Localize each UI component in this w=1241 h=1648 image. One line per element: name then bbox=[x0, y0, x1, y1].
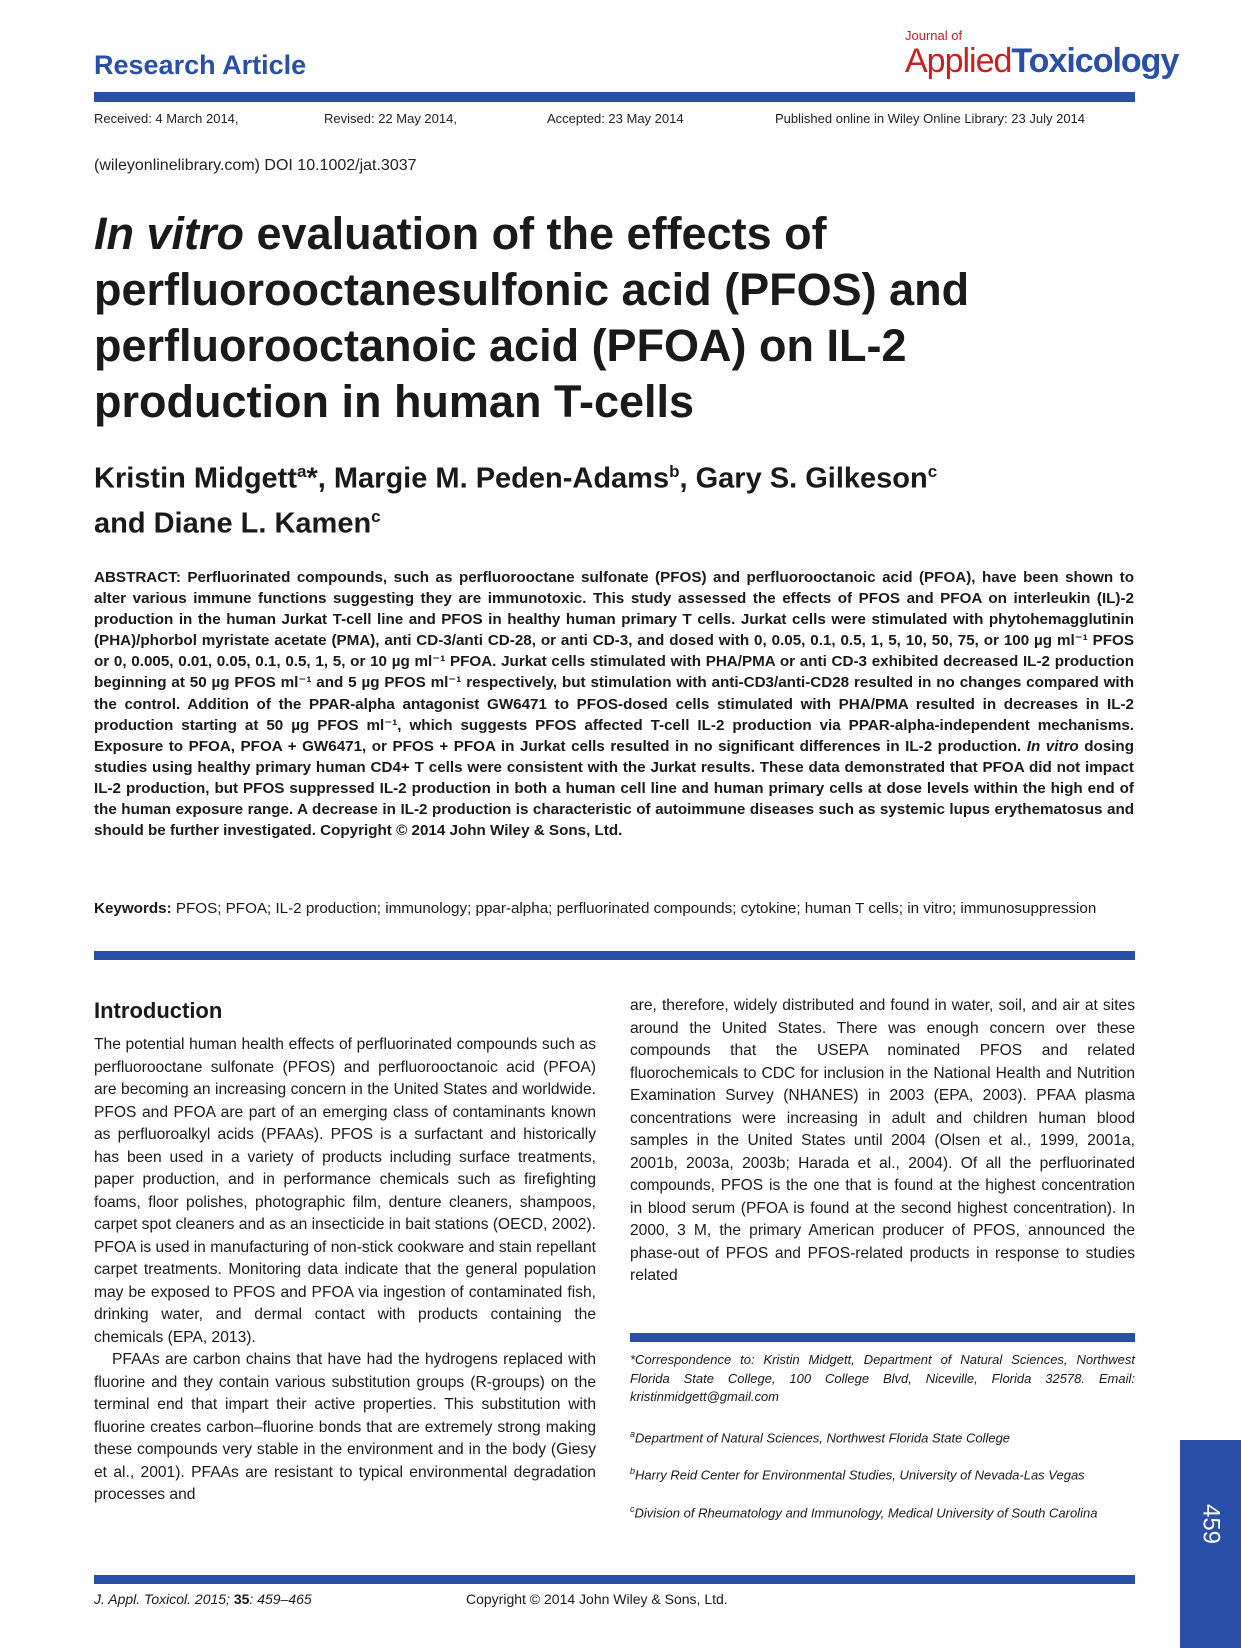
revised-date: Revised: 22 May 2014, bbox=[324, 111, 457, 126]
author-name[interactable]: Margie M. Peden-Adams bbox=[333, 462, 670, 495]
affiliation-text: Division of Rheumatology and Immunology, Medical University of South Carolina bbox=[634, 1505, 1098, 1521]
abstract-text-2: dosing studies using healthy primary human CD4+ T cells were consistent with the Jurkat results. These data demonstrated that PFOA did not impact IL-2 production, but PFOS suppressed IL-2 production in both a human cell line and human primary cells at dose levels within the high end of the human exposure range. A decrease in IL-2 production is characteristic of autoimmune diseases such as systemic lupus erythematosus and should be further investigated. Copyright © 2014 John Wiley & Sons, Ltd. bbox=[94, 737, 1134, 840]
left-column bbox=[94, 1034, 596, 1507]
body-paragraph: PFAAs are carbon chains that have had the hydrogens replaced with fluorine and they contain various substitution groups (R-groups) on the terminal end that impart their active properties. This substitution with fluorine creates carbon–fluorine bonds that are extremely strong making these compounds very stable in the environment and in the body (Giesy et al., 2001). PFAAs are resistant to typical environmental degradation processes and bbox=[94, 1351, 596, 1503]
affiliation-a bbox=[630, 1425, 1135, 1448]
body-paragraph: The potential human health effects of perfluorinated compounds such as perfluorooctane sulfonate (PFOS) and perfluorooctanoic acid (PFOA) are becoming an increasing concern in the United States and worldwide. PFOS and PFOA are part of an emerging class of contaminants known as perfluoroalkyl acids (PFAAs). PFOS is a surfactant and historically has been used in a variety of products including surface treatments, paper production, and in performance chemicals such as firefighting foams, floor polishes, photographic film, denture cleaners, shampoos, carpet spot cleaners and as an insecticide in bait stations (OECD, 2002). PFOA is used in manufacturing of non-stick cookware and stain repellant carpet treatments. Monitoring data indicate that the general population may be exposed to PFOS and PFOA via ingestion of contaminated fish, drinking water, and dermal contact with products containing the chemicals (EPA, 2013). bbox=[94, 1036, 596, 1346]
citation-journal: J. Appl. Toxicol. bbox=[94, 1591, 192, 1607]
section-rule bbox=[94, 951, 1135, 960]
author-separator: , bbox=[317, 462, 334, 495]
journal-logo-prefix: Journal of bbox=[905, 28, 963, 43]
keywords bbox=[94, 898, 1134, 919]
author-list bbox=[94, 453, 1134, 542]
journal-logo-applied: Applied bbox=[905, 42, 1012, 80]
journal-logo-name bbox=[905, 42, 1178, 81]
author-affiliation-mark: a bbox=[297, 462, 307, 481]
abstract bbox=[94, 567, 1134, 841]
article-title bbox=[94, 206, 1134, 430]
affiliation-mark: c bbox=[630, 1504, 635, 1514]
keywords-list: PFOS; PFOA; IL-2 production; immunology; ppar-alpha; perfluorinated compounds; cytokine; human T cells; in vitro; immunosuppression bbox=[171, 900, 1097, 917]
citation-volume: 35 bbox=[233, 1591, 250, 1607]
received-date: Received: 4 March 2014, bbox=[94, 111, 239, 126]
footer-copyright: Copyright © 2014 John Wiley & Sons, Ltd. bbox=[466, 1591, 728, 1607]
author-name[interactable]: Gary S. Gilkeson bbox=[695, 462, 928, 495]
author-affiliation-mark: c bbox=[927, 462, 938, 481]
author-affiliation-mark: c bbox=[371, 506, 381, 526]
right-column bbox=[630, 995, 1135, 1288]
affiliation-b bbox=[630, 1462, 1135, 1485]
page-number: 459 bbox=[1197, 1503, 1225, 1545]
doi-line[interactable]: (wileyonlinelibrary.com) DOI 10.1002/jat.3037 bbox=[94, 157, 417, 174]
keywords-label: Keywords: bbox=[94, 900, 172, 917]
affiliation-mark: a bbox=[630, 1429, 636, 1439]
article-type-label: Research Article bbox=[94, 50, 307, 80]
page-number-tab bbox=[1180, 1440, 1241, 1648]
author-separator: , bbox=[679, 462, 696, 495]
affiliation-text: Department of Natural Sciences, Northwest Florida State College bbox=[635, 1430, 1011, 1446]
affiliation-text: Harry Reid Center for Environmental Studies, University of Nevada-Las Vegas bbox=[635, 1467, 1085, 1483]
body-paragraph: are, therefore, widely distributed and found in water, soil, and air at sites around the United States. There was enough concern over these compounds that the USEPA nominated PFOS and related fluorochemicals to CDC for inclusion in the National Health and Nutrition Examination Survey (NHANES) in 2003 (EPA, 2003). PFAA plasma concentrations were increasing in adult and children human blood samples in the United States until 2004 (Olsen et al., 1999, 2001a, 2001b, 2003a, 2003b; Harada et al., 2004). Of all the perfluorinated compounds, PFOS is the one that is found at the highest concentration in blood serum (PFOA is found at the second highest concentration). In 2000, 3 M, the primary American producer of PFOS, announced the phase-out of PFOS and PFOS-related products in response to studies related bbox=[630, 997, 1135, 1284]
journal-logo bbox=[905, 28, 1179, 84]
journal-logo-toxicology: Toxicology bbox=[1011, 42, 1179, 80]
author-name[interactable]: and Diane L. Kamen bbox=[94, 507, 372, 540]
author-corresponding-mark: * bbox=[306, 462, 318, 495]
footer-rule bbox=[94, 1575, 1135, 1584]
footer-citation bbox=[94, 1591, 312, 1607]
article-title-italic: In vitro bbox=[94, 208, 245, 259]
published-date: Published online in Wiley Online Library: 23 July 2014 bbox=[775, 111, 1086, 126]
affiliation-c bbox=[630, 1500, 1135, 1523]
citation-pages: : 459–465 bbox=[249, 1591, 312, 1607]
header-rule bbox=[94, 92, 1135, 102]
author-affiliation-mark: b bbox=[669, 462, 680, 481]
abstract-italic: In vitro bbox=[1026, 737, 1079, 755]
affiliation-mark: b bbox=[630, 1466, 636, 1476]
correspondence-footnote: *Correspondence to: Kristin Midgett, Department of Natural Sciences, Northwest Florida State College, 100 College Blvd, Niceville, Florida 32578. Email: kristinmidgett@gmail.com bbox=[630, 1352, 1135, 1404]
section-heading-introduction: Introduction bbox=[94, 998, 223, 1023]
author-name[interactable]: Kristin Midgett bbox=[94, 462, 297, 495]
footnote-rule bbox=[630, 1333, 1135, 1342]
abstract-text-1: ABSTRACT: Perfluorinated compounds, such as perfluorooctane sulfonate (PFOS) and perfluorooctanoic acid (PFOA), have been shown to alter various immune functions suggesting they are immunotoxic. This study assessed the effects of PFOS and PFOA on interleukin (IL)-2 production in the human Jurkat T-cell line and PFOS in healthy human primary T cells. Jurkat cells were stimulated with phytohemagglutinin (PHA)/phorbol myristate acetate (PMA), anti CD-3/anti CD-28, or anti CD-3, and dosed with 0, 0.05, 0.1, 0.5, 1, 5, 10, 50, 75, or 100 µg ml⁻¹ PFOS or 0, 0.005, 0.01, 0.05, 0.1, 0.5, 1, 5, or 10 µg ml⁻¹ PFOA. Jurkat cells stimulated with PHA/PMA or anti CD-3 exhibited decreased IL-2 production beginning at 50 µg PFOS ml⁻¹ and 5 µg PFOS ml⁻¹ respectively, but stimulation with anti-CD3/anti-CD28 resulted in no changes compared with the control. Addition of the PPAR-alpha antagonist GW6471 to PFOS-dosed cells stimulated with PHA/PMA resulted in decreases in IL-2 production starting at 50 µg PFOS ml⁻¹, which suggests PFOS affected T-cell IL-2 production via PPAR-alpha-independent mechanisms. Exposure to PFOA, PFOA + GW6471, or PFOS + PFOA in Jurkat cells resulted in no significant differences in IL-2 production. bbox=[94, 569, 1134, 755]
citation-year: 2015; bbox=[191, 1591, 234, 1607]
accepted-date: Accepted: 23 May 2014 bbox=[547, 111, 684, 126]
article-title-rest: evaluation of the effects of perfluorooctanesulfonic acid (PFOS) and perfluorooctanoic acid (PFOA) on IL-2 production in human T-cells bbox=[94, 208, 970, 427]
